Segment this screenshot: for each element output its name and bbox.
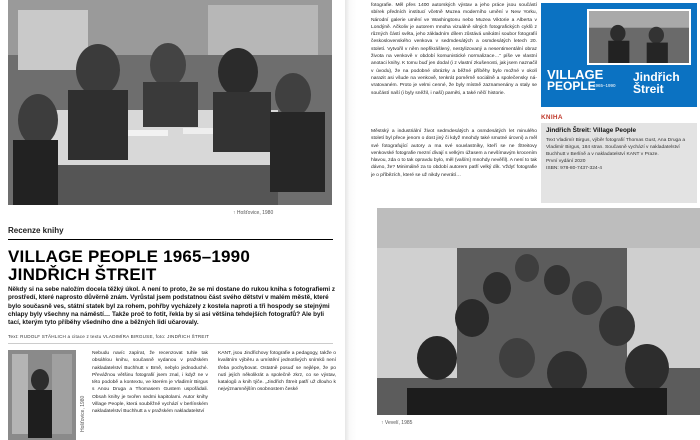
cover-title-sub bbox=[547, 81, 596, 92]
cover-years: 1965–1990 bbox=[593, 83, 616, 88]
headline-line-1: VILLAGE PEOPLE 1965–1990 bbox=[8, 247, 250, 266]
article-credits: Text: RUDOLF STÄHLICH a citace z textu VLADIMÍRA BIRGUSE, foto: JINDŘICH ŠTREIT bbox=[8, 334, 210, 339]
right-body-column-2: Městský a industriální život sedmdesátých a osmdesátých let minulého století byl přece jenom o dost jiný či když mnohdy také smutné úrovni) a měl své fotografující autory a ma své souvlastníky, kteří se ne Štreitovy venkovské fotografie mezní dívají s velkým úžasem a nevšímavým krocením hlavou, zda o to tak opravdu bylo, měl (vaším) mnohdy nevěřil). A není to tak dávno, že? Minimálně za to období autorem patří velký dík. Vždyť fotografie je o příbězích, které se už nikdy nevrátí… bbox=[371, 129, 537, 178]
credits-rule bbox=[8, 343, 333, 344]
cover-photo bbox=[587, 9, 691, 65]
article-headline bbox=[8, 248, 250, 284]
body-column-1: Nebudu navíc zapírat, že recenzovat tuhle tak obsáhlou knihu, současně vydanou v pražském nakladatelství Buchhutt v Brně, nebylo jednoduché. Převážnou většinu fotografií jsem znal, i když ne v této podobě a kontextu, ve kterém je Vladimír Birgus s Anou Druga a Thomasem Gustem uspořádali. Obsah knihy je tvořen sedmi kapitolami. Autor knihy Village People, která souběžně vychází v berlínském nakladatelství Buchhutt a v pražském nakladatelství bbox=[92, 351, 208, 415]
cover-author bbox=[633, 71, 680, 95]
cover-title-line-1: VILLAGE bbox=[547, 67, 604, 82]
cover-title-line-2: PEOPLE bbox=[547, 79, 596, 93]
book-info-box bbox=[541, 123, 697, 203]
page-gutter bbox=[345, 0, 357, 440]
cover-author-line-1: Jindřich bbox=[633, 70, 680, 84]
lead-paragraph: Někdy si na sebe naložím docela těžký úkol. A není to proto, že se mi dostane do rukou kniha s fotografiemi z prostředí, které naprosto důvěrně znám. Vyrůstal jsem podstatnou část svého dětství v malém městě, které bylo současně ves, státní statek byl za rohem, pohřby vycházely z kostela naproti a tři hospody se stejnými chlapy byly všechny na náměstí… Takže proč to fotit, řekla by si asi většina tehdejších fotografů? Ale byli tací, kterým tyto příběhy všedního dne a běžných lidí učarovaly. bbox=[8, 286, 336, 327]
info-isbn: ISBN: 978-80-7437-324-4 bbox=[546, 166, 603, 171]
cover-author-line-2: Štreit bbox=[633, 82, 664, 96]
info-first-edition: První vydání 2020 bbox=[546, 159, 586, 164]
book-cover bbox=[541, 3, 697, 107]
small-photo-caption: Hošťovice, 1980 bbox=[80, 395, 86, 432]
top-photo-caption: ↑ Hošťovice, 1980 bbox=[233, 210, 274, 216]
left-page bbox=[0, 0, 345, 440]
bus-photo-caption: ↑ Vevelí, 1985 bbox=[381, 420, 413, 426]
section-label: Recenze knihy bbox=[8, 226, 64, 235]
info-label: KNIHA bbox=[541, 114, 563, 121]
info-book-title: Jindřich Štreit: Village People bbox=[546, 127, 637, 134]
right-body-column-1: fotografie. Měl přes 1400 autorských výstav a jeho práce jsou součástí sbírek předních institucí včetně Muzea moderního umění v New Yorku, Národní galerie umění ve Washingtonu nebo Muzea Viktorie a Alberta v Londýně. Ačkoliv je autorem mnoha vizuálně silných fotografických cyklů z různých částí světa, jeho základním dílem zůstává unikátní soubor fotografií československého venkova v sedmdesátých a osmdesátých letech 20. století. Vytvořil v něm nepřikrášlený, nestylizovaný a nesentimentální obraz života na venkově v období komunistické normalizace…“ píše ve vlastní anotaci knihy. K tomu buď jen dodal (i z vlastní zkušenosti, jak jsem naznačil v úvodu), že na podobné obrázky a běžné příběhy bylo možné v okolí narazit asi všude na venkově, tenkrát poměrně sociálně a společensky návratovaném. Proto je velmi cenné, že byly místně zaznamenány a staly se součástí naší (i byly sněžil, i naší) paměti, a také něčí historie. bbox=[371, 3, 537, 96]
headline-line-2: JINDŘICH ŠTREIT bbox=[8, 265, 157, 284]
divider-rule bbox=[8, 239, 333, 240]
bus-photo bbox=[377, 208, 700, 415]
top-photo bbox=[8, 0, 332, 205]
small-photo bbox=[8, 350, 76, 440]
info-description: Text Vladimír Birgus, výběr fotografií Thomas Gust, Ana Druga a Vladimír Birgus, 184 stran. Současně vychází v nakladatelství Buchhutt v Berlíně a v nakladatelství KANT v Praze. bbox=[546, 138, 686, 157]
body-column-2: KANT, jsou Jindřichovy fotografie a pedagogy, takže o kvalitním výběru a umístění jednotlivých snímků není třeba pochybovat. Ostatně posuď se nejlépe, že po nutí jejích několikrát a společně zkrz, co se výstav, katalogů a knih týče. „Jindřich Štreit patří už dlouho k nejvýznamnějším osobnostem české bbox=[218, 351, 336, 393]
